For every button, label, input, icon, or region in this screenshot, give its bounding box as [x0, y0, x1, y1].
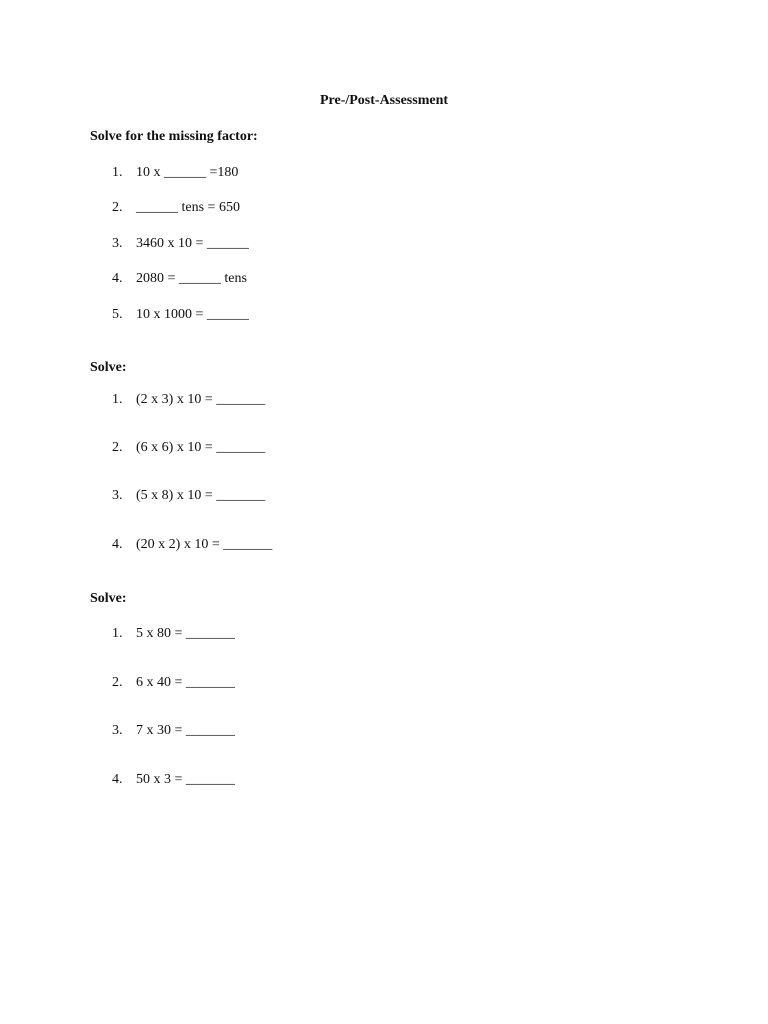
item-number: 2. — [112, 200, 123, 215]
list-item — [112, 723, 235, 739]
item-text: 10 x ______ =180 — [136, 165, 239, 180]
list-item — [112, 271, 247, 287]
item-text: 2080 = ______ tens — [136, 271, 247, 286]
item-number: 4. — [112, 537, 123, 552]
section-heading-solve-2: Solve: — [90, 591, 127, 606]
item-text: 50 x 3 = _______ — [136, 772, 235, 787]
item-text: (6 x 6) x 10 = _______ — [136, 440, 266, 455]
item-text: (5 x 8) x 10 = _______ — [136, 488, 266, 503]
page-title: Pre-/Post-Assessment — [319, 93, 449, 108]
item-number: 2. — [112, 675, 123, 690]
list-item — [112, 675, 235, 691]
section-heading-missing-factor: Solve for the missing factor: — [90, 129, 258, 144]
item-text: 6 x 40 = _______ — [136, 675, 235, 690]
item-text: ______ tens = 650 — [136, 200, 240, 215]
item-number: 2. — [112, 440, 123, 455]
section-heading-solve-1: Solve: — [90, 360, 127, 375]
list-item — [112, 537, 272, 553]
list-item — [112, 307, 249, 323]
item-number: 4. — [112, 271, 123, 286]
list-item — [112, 236, 249, 252]
item-text: (20 x 2) x 10 = _______ — [136, 537, 273, 552]
item-number: 3. — [112, 723, 123, 738]
list-item — [112, 488, 265, 504]
item-text: 7 x 30 = _______ — [136, 723, 235, 738]
list-item — [112, 200, 240, 216]
item-number: 1. — [112, 392, 123, 407]
item-number: 3. — [112, 236, 123, 251]
list-item — [112, 392, 265, 408]
item-number: 5. — [112, 307, 123, 322]
item-text: 3460 x 10 = ______ — [136, 236, 249, 251]
list-item — [112, 626, 235, 642]
list-item — [112, 165, 238, 181]
item-number: 1. — [112, 165, 123, 180]
list-item — [112, 772, 235, 788]
item-number: 1. — [112, 626, 123, 641]
list-item — [112, 440, 265, 456]
item-text: 10 x 1000 = ______ — [136, 307, 249, 322]
item-text: (2 x 3) x 10 = _______ — [136, 392, 266, 407]
item-text: 5 x 80 = _______ — [136, 626, 235, 641]
item-number: 3. — [112, 488, 123, 503]
item-number: 4. — [112, 772, 123, 787]
